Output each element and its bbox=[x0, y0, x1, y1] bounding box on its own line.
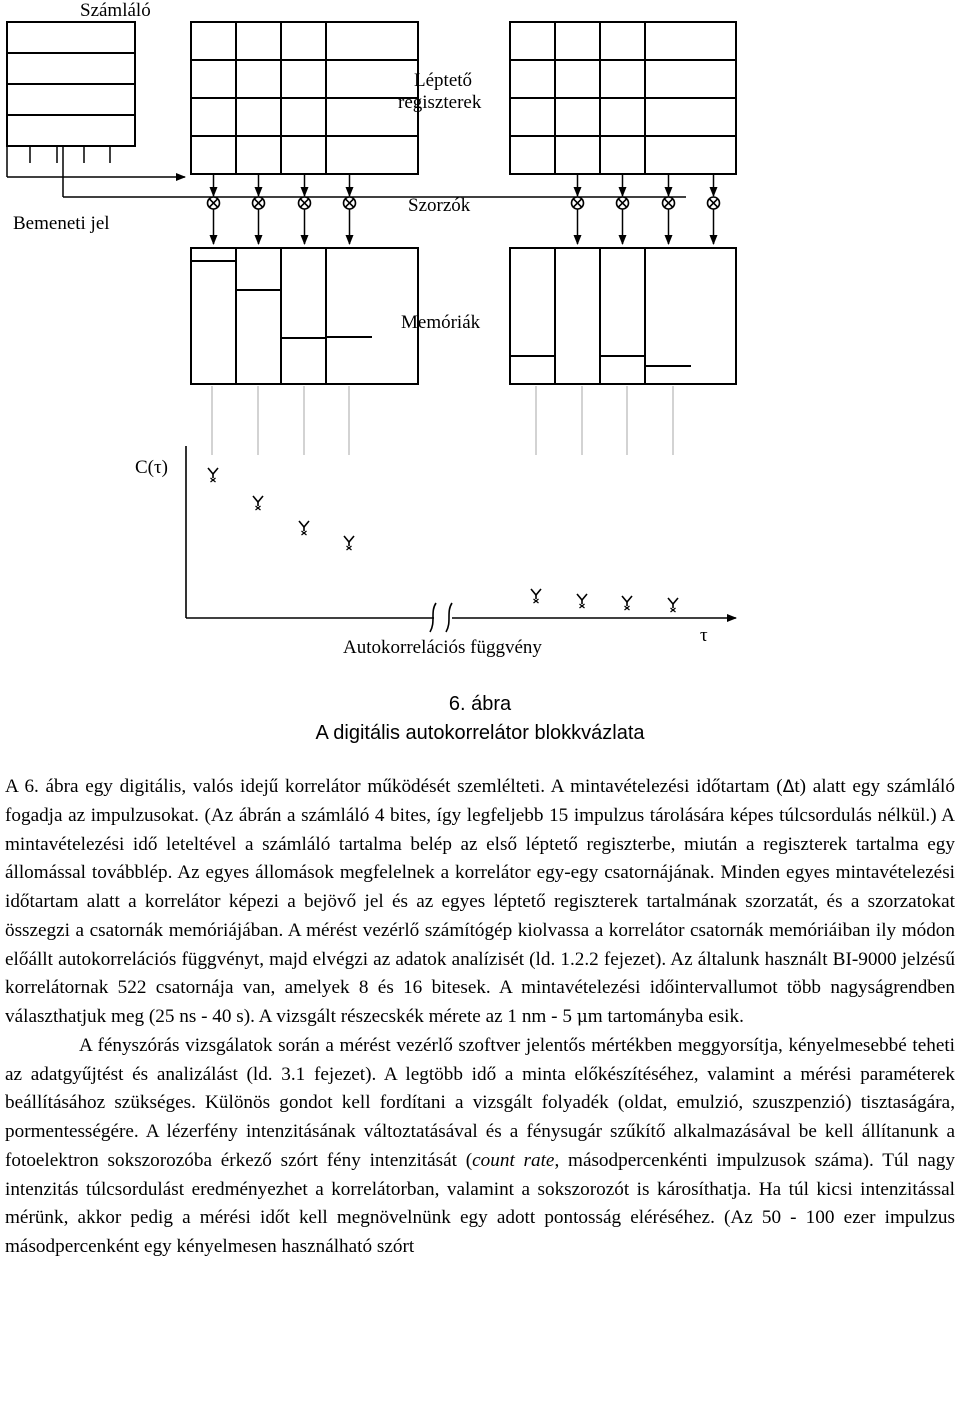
autocorrelation-label: Autokorrelációs függvény bbox=[343, 637, 542, 658]
multiplier-icon bbox=[708, 197, 720, 209]
data-point bbox=[622, 596, 632, 610]
data-point bbox=[531, 589, 541, 603]
text-segment: A fényszórás vizsgálatok során a mérést vezérlő szoftver jelentős mértékben meggyorsítja, kényelmesebbé teheti az adatgyűjtést és analizálást (ld. 3.1 fejezet). A legtöbb idő a minta előkészítéséhez, valamint a mérési paraméterek beállításához szükséges. Különös gondot kell fordítani a vizsgált folyadék (oldat, emulzió, szuszpenzió) tisztaságára, pormentességére. A lézerfény intenzitásának változtatásával és a fénysugár szűkítő alkalmazásával be kell állítanunk a fotoelektron sokszorozóba érkező szórt fény intenzitását ( bbox=[5, 1034, 955, 1171]
data-point bbox=[208, 468, 218, 482]
data-point bbox=[344, 536, 354, 550]
data-point bbox=[668, 598, 678, 612]
data-point bbox=[253, 496, 263, 510]
tau-label: τ bbox=[700, 625, 708, 646]
text-segment: t) alatt egy számláló fogadja az impulzusokat. (Az ábrán a számláló 4 bites, így legfeljebb 15 impulzus tárolására képes túlcsordulás nélkül.) A mintavételezési idő leteltével a számláló tartalma belép az első léptető regiszterbe, miután a regiszterek tartalma egy állomással továbblép. Az egyes állomások megfelelnek a korrelátor egy-egy csatornájának. Minden egyes mintavételezési időtartam alatt a korrelátor képezi a bejövő jel és az egyes léptető regiszterek tartalmának szorzatát, és a szorzatokat összegzi a csatornák memóriájában. A mérést vezérlő számítógép kiolvassa a korrelátor csatornák memóriáiban ily módon előállt autokorrelációs függvényt, majd elvégzi az adatok analízisét (ld. 1.2.2 fejezet). Az általunk használt BI-9000 jelzésű korrelátornak 522 csatornája van, amelyek 8 és 16 bitesek. A mintavételezési időintervallumot több nagyságrendben választhatjuk meg (25 ns - 40 s). A vizsgált részecskék mérete az 1 nm - 5 bbox=[5, 776, 955, 1027]
count-rate-term: count rate bbox=[472, 1149, 555, 1171]
multiplier-icon bbox=[344, 197, 356, 209]
body-text bbox=[5, 773, 955, 1262]
text-segment: , másodpercenkénti impulzusok száma). Túl nagy intenzitás túlcsordulást eredményezhet a korrelátorban, valamint a sokszorozót is károsíthatja. Ha túl kicsi intenzitással mérünk, akkor pedig a mérési időt kell megnövelnünk egy adott pontosság eléréséhez. (Az 50 - 100 ezer impulzus másodpercenként egy kényelmesen használható szórt bbox=[5, 1149, 955, 1257]
paragraph-1 bbox=[5, 773, 955, 1032]
memory-block bbox=[510, 248, 736, 384]
multiplier-icon bbox=[299, 197, 311, 209]
counter-label: Számláló bbox=[80, 0, 151, 21]
autocorrelation-axes bbox=[186, 446, 736, 632]
memory-block bbox=[191, 248, 418, 384]
correlation-points bbox=[208, 468, 678, 612]
data-point bbox=[577, 594, 587, 608]
data-point bbox=[299, 521, 309, 535]
multipliers-label: Szorzók bbox=[408, 195, 471, 216]
counter-register bbox=[7, 22, 135, 146]
text-segment: A 6. ábra egy digitális, valós idejű korrelátor működését szemlélteti. A mintavételezési időtartam ( bbox=[5, 776, 783, 797]
figure-caption: A digitális autokorrelátor blokkvázlata bbox=[315, 722, 645, 744]
counter-to-registers-connector bbox=[7, 146, 185, 177]
multiplier-icon bbox=[572, 197, 584, 209]
multiplier-icon bbox=[253, 197, 265, 209]
delta-symbol: Δ bbox=[782, 777, 795, 797]
paragraph-2 bbox=[5, 1032, 955, 1262]
multiplier-icon bbox=[617, 197, 629, 209]
memories-label: Memóriák bbox=[401, 312, 481, 333]
text-segment: m tartományba esik. bbox=[587, 1006, 744, 1027]
multiplier-icon bbox=[663, 197, 675, 209]
figure-number: 6. ábra bbox=[448, 693, 512, 715]
input-signal-label: Bemeneti jel bbox=[13, 213, 110, 234]
mu-symbol: μ bbox=[576, 1007, 588, 1027]
shift-registers-label: Léptető regiszterek bbox=[398, 70, 482, 113]
multiplier-icon bbox=[208, 197, 220, 209]
memory-channels bbox=[191, 248, 736, 455]
c-tau-label: C(τ) bbox=[135, 457, 168, 478]
